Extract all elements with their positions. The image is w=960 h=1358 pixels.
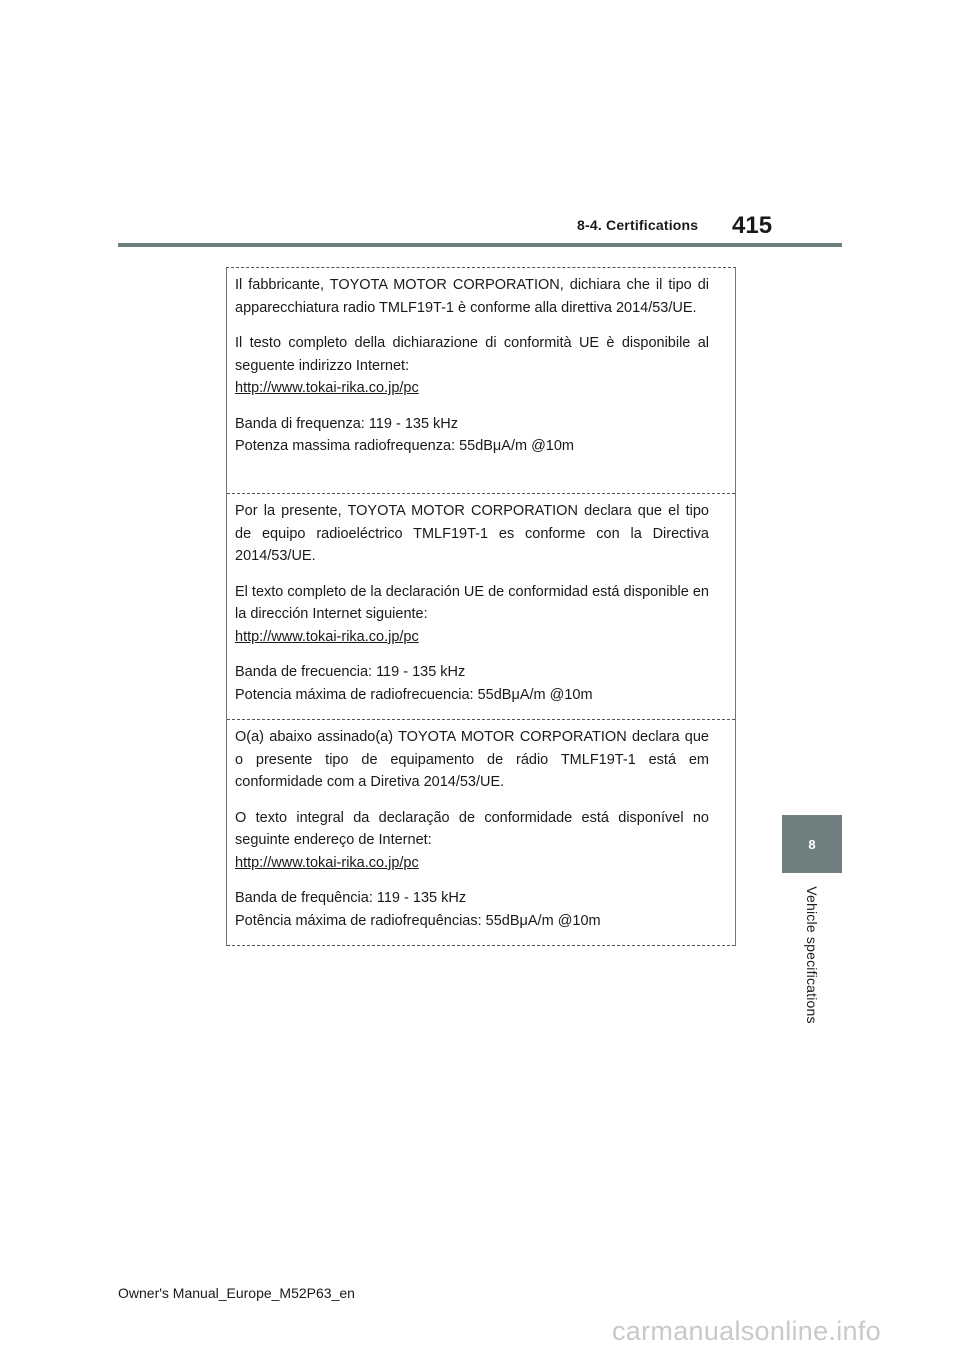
page-number: 415 (732, 212, 773, 239)
declaration-text: O(a) abaixo assinado(a) TOYOTA MOTOR CORPORATION declara que o presente tipo de equipamento de rádio TMLF19T-1 está em conformidade com a Diretiva 2014/53/UE. (235, 729, 709, 790)
certification-block-italian (227, 268, 735, 494)
frequency-text: Banda di frequenza: 119 - 135 kHz (235, 415, 459, 432)
declaration-text: Por la presente, TOYOTA MOTOR CORPORATION declara que el tipo de equipo radioeléctrico TMLF19T-1 es conforme con la Directiva 2014/53/UE. (235, 503, 709, 564)
conformity-url-link[interactable]: http://www.tokai-rika.co.jp/pc (235, 628, 419, 645)
conformity-text (235, 332, 709, 400)
header-divider (118, 243, 842, 247)
conformity-text (235, 807, 709, 875)
watermark-text: carmanualsonline.info (612, 1316, 881, 1346)
declaration-text: Il fabbricante, TOYOTA MOTOR CORPORATION, dichiara che il tipo di apparecchiatura radio TMLF19T-1 è conforme alla direttiva 2014/53/UE. (235, 277, 709, 316)
frequency-text: Banda de frequência: 119 - 135 kHz (235, 890, 467, 906)
conformity-text (235, 581, 709, 649)
conformity-url-link[interactable]: http://www.tokai-rika.co.jp/pc (235, 380, 419, 396)
certification-box (226, 267, 736, 946)
manual-footer: Owner's Manual_Europe_M52P63_en (118, 1285, 355, 1301)
power-text: Potencia máxima de radiofrecuencia: 55dBμA/m @10m (235, 686, 593, 703)
conformity-info: Il testo completo della dichiarazione di conformità UE è disponibile al seguente indirizzo Internet: (235, 335, 709, 374)
frequency-text: Banda de frecuencia: 119 - 135 kHz (235, 664, 466, 680)
conformity-info: O texto integral da declaração de conformidade está disponível no seguinte endereço de Internet: (235, 809, 709, 848)
conformity-info: El texto completo de la declaración UE de conformidad está disponible en la dirección Internet siguiente: (235, 583, 709, 622)
power-text: Potência máxima de radiofrequências: 55dBμA/m @10m (235, 912, 601, 929)
power-text: Potenza massima radiofrequenza: 55dBμA/m @10m (235, 438, 575, 454)
section-title: 8-4. Certifications (577, 217, 699, 233)
chapter-label: Vehicle specifications (804, 886, 820, 1024)
chapter-tab[interactable] (782, 815, 842, 873)
chapter-number: 8 (808, 836, 816, 852)
certification-block-portuguese (227, 720, 735, 946)
certification-block-spanish (227, 494, 735, 720)
conformity-url-link[interactable]: http://www.tokai-rika.co.jp/pc (235, 854, 419, 871)
